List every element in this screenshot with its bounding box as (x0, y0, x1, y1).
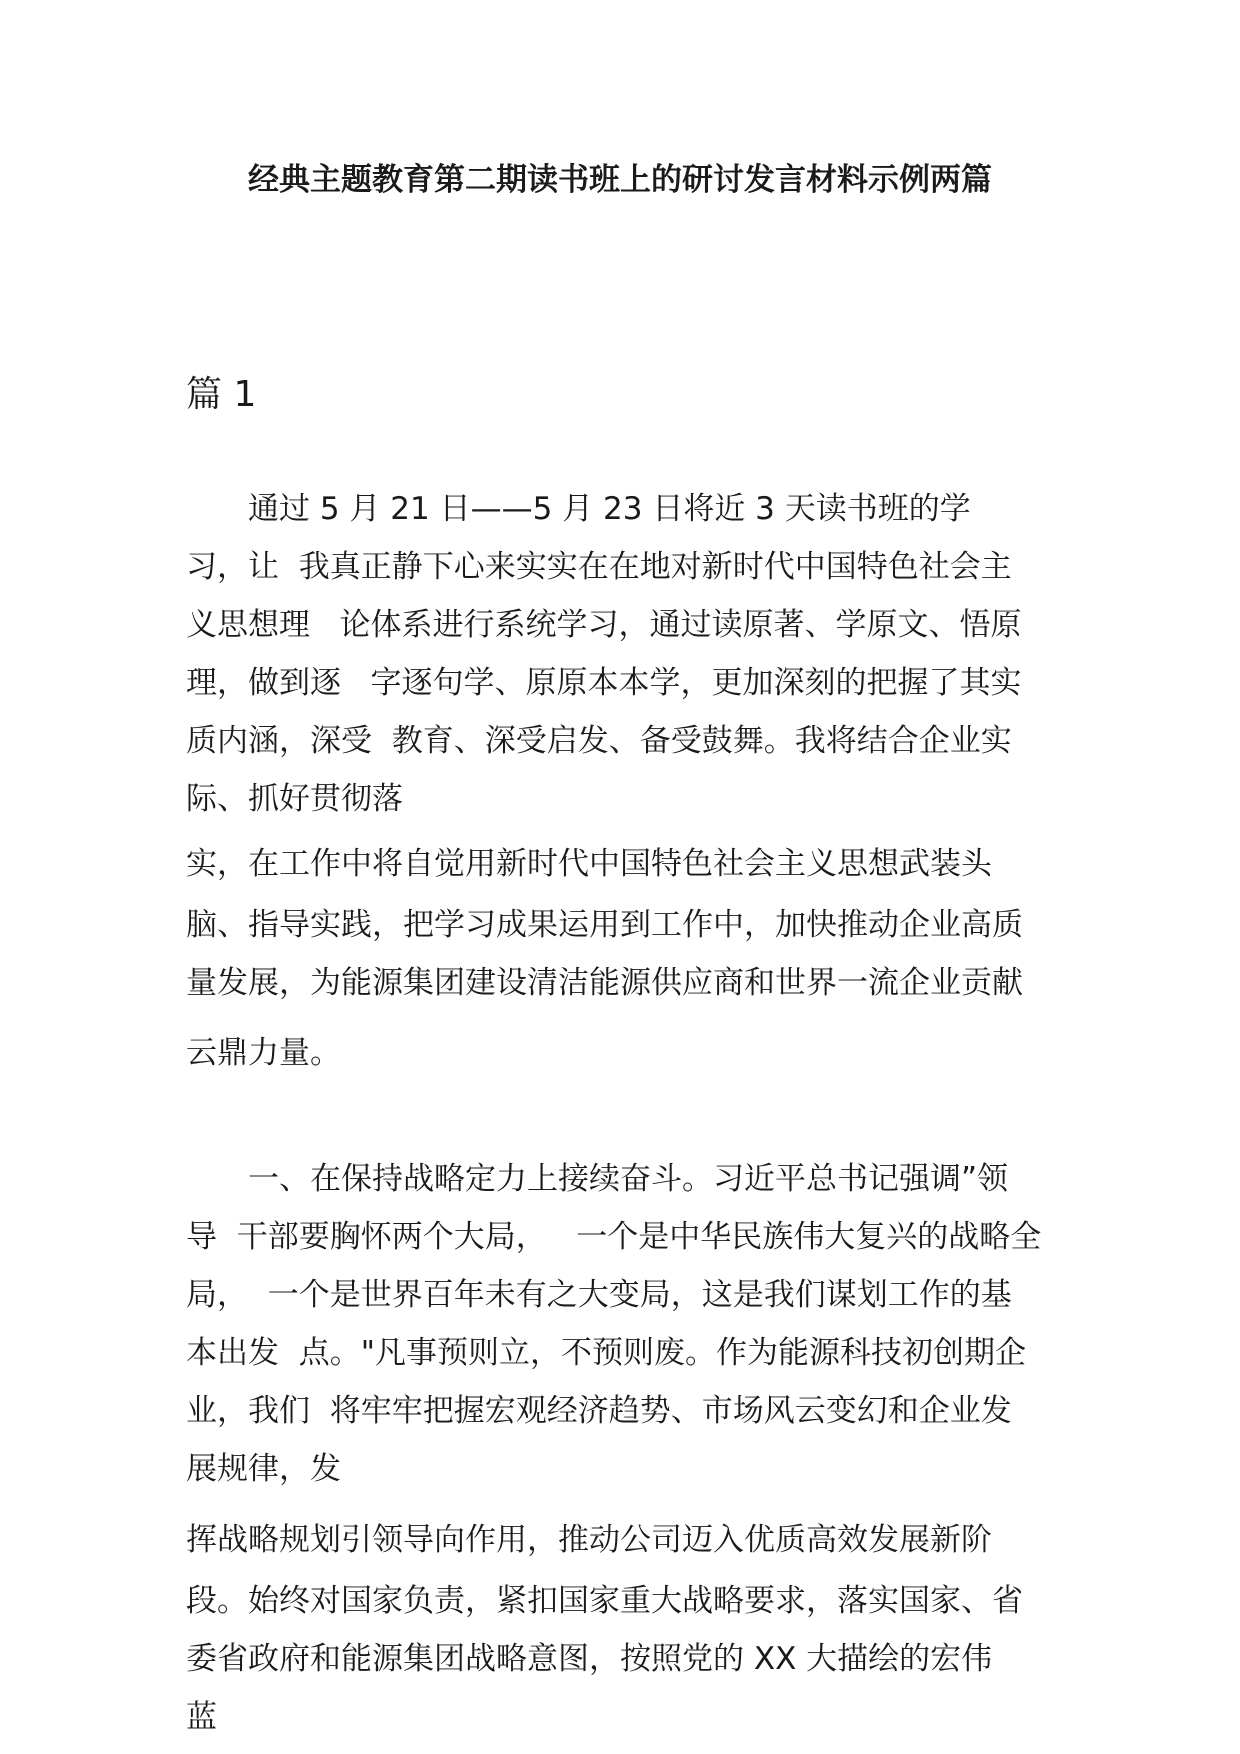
document-title: 经典主题教育第二期读书班上的研讨发言材料示例两篇 (248, 162, 992, 198)
text-line: 云鼎力量。 (186, 1035, 341, 1071)
text-line: 理，做到逐 字逐句学、原原本本学，更加深刻的把握了其实 (186, 665, 1022, 701)
text-line: 质内涵，深受 教育、深受启发、备受鼓舞。我将结合企业实 (186, 723, 1012, 759)
paragraph-4 (186, 1508, 1056, 1746)
text-line: 局， 一个是世界百年未有之大变局，这是我们谋划工作的基 (186, 1277, 1012, 1313)
section-heading: 篇 1 (186, 374, 257, 415)
text-line: 展规律，发 (186, 1451, 341, 1487)
text-line: 导 干部要胸怀两个大局， 一个是中华民族伟大复兴的战略全 (186, 1219, 1042, 1255)
text-line: 实，在工作中将自觉用新时代中国特色社会主义思想武装头 (186, 846, 992, 882)
text-line: 量发展，为能源集团建设清洁能源供应商和世界一流企业贡献 (186, 965, 1023, 1001)
text-line: 习，让 我真正静下心来实实在在地对新时代中国特色社会主 (186, 549, 1012, 585)
text-line: 脑、指导实践，把学习成果运用到工作中，加快推动企业高质 (186, 907, 1023, 943)
text-line: 义思想理 论体系进行系统学习，通过读原著、学原文、悟原 (186, 607, 1022, 643)
text-line: 通过 5 月 21 日——5 月 23 日将近 3 天读书班的学 (248, 491, 971, 527)
text-line: 业，我们 将牢牢把握宏观经济趋势、市场风云变幻和企业发 (186, 1393, 1012, 1429)
paragraph-3 (186, 1150, 1056, 1498)
text-line: 委省政府和能源集团战略意图，按照党的 XX 大描绘的宏伟 (186, 1641, 993, 1677)
text-line: 蓝 (186, 1699, 217, 1735)
text-line: 际、抓好贯彻落 (186, 781, 403, 817)
text-line: 段。始终对国家负责，紧扣国家重大战略要求，落实国家、省 (186, 1583, 1023, 1619)
paragraph-1 (186, 480, 1056, 828)
text-line: 挥战略规划引领导向作用，推动公司迈入优质高效发展新阶 (186, 1522, 992, 1558)
text-line: 本出发 点。"凡事预则立，不预则废。作为能源科技初创期企 (186, 1335, 1026, 1371)
text-line: 一、在保持战略定力上接续奋斗。习近平总书记强调”领 (248, 1161, 1009, 1197)
paragraph-2 (186, 832, 1056, 1082)
